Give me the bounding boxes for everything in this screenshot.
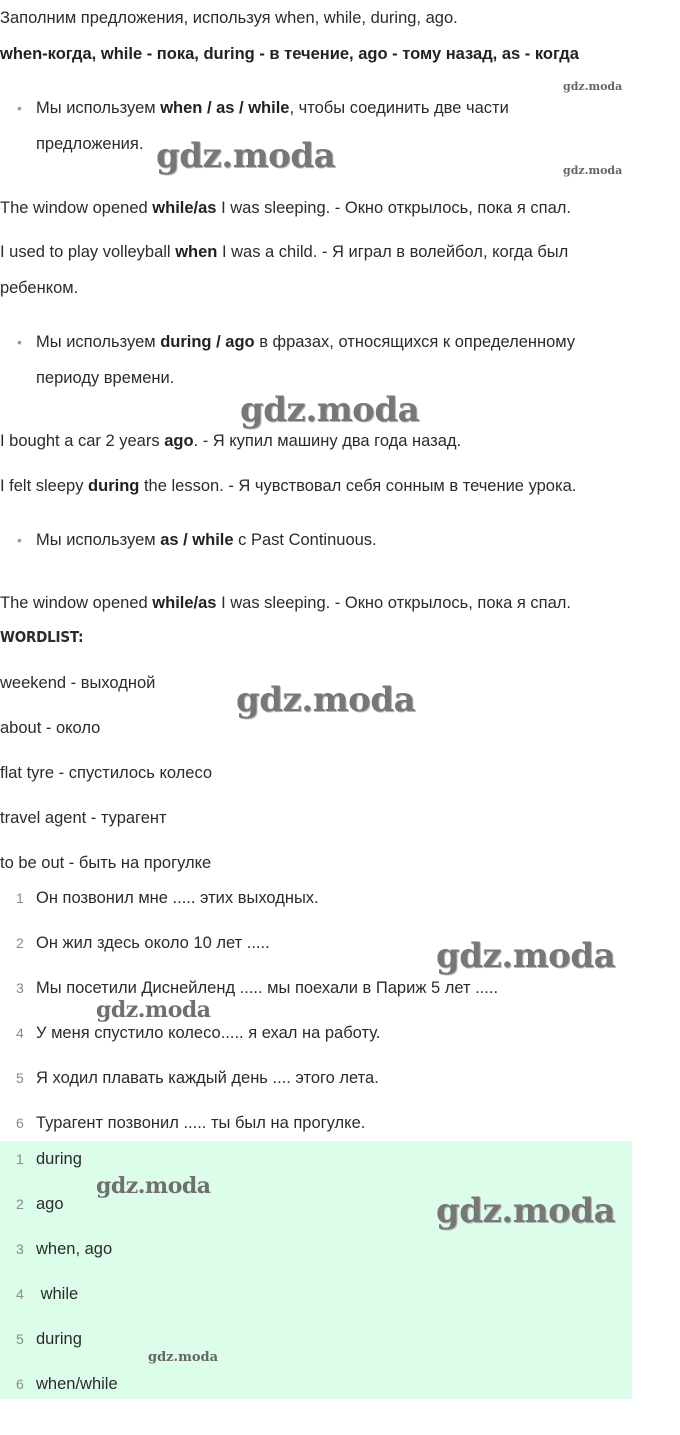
word-while: while xyxy=(100,45,143,63)
wordlist-item: flat tyre - спустилось колесо xyxy=(0,764,213,782)
rule-3 xyxy=(36,529,377,551)
task-number: 5 xyxy=(16,1070,24,1086)
task-item: Он жил здесь около 10 лет ..... xyxy=(36,934,270,952)
example-2-c: I was a child. - Я играл в волейбол, когда был xyxy=(217,243,569,261)
answer-number: 2 xyxy=(16,1196,24,1212)
word-during-tr: - в течение, xyxy=(254,45,359,63)
answer-number: 4 xyxy=(16,1286,24,1302)
word-ago-tr: - тому назад, xyxy=(387,45,502,63)
answer-item: when, ago xyxy=(36,1240,113,1258)
example-2-b: when xyxy=(175,243,218,261)
wordlist-heading: WORDLIST: xyxy=(0,628,84,646)
example-3-a: I bought a car 2 years xyxy=(0,432,165,450)
answer-number: 5 xyxy=(16,1331,24,1347)
watermark-logo: gdz.moda xyxy=(563,80,623,93)
rule-3-pre: Мы используем xyxy=(36,531,161,549)
rule-3-post: с Past Continuous. xyxy=(233,531,377,549)
example-5-b: while/as xyxy=(152,594,217,612)
rule-2-pre: Мы используем xyxy=(36,333,161,351)
task-item: Мы посетили Диснейленд ..... мы поехали в Париж 5 лет ..... xyxy=(36,979,499,997)
example-3-b: ago xyxy=(164,432,194,450)
wordlist-item: travel agent - турагент xyxy=(0,809,167,827)
answer-item: during xyxy=(36,1330,82,1348)
example-3 xyxy=(0,430,461,452)
task-number: 1 xyxy=(16,890,24,906)
rule-1-pre: Мы используем xyxy=(36,99,161,117)
example-3-c: . - Я купил машину два года назад. xyxy=(193,432,462,450)
rule-2-post: в фразах, относящихся к определенному xyxy=(254,333,576,351)
example-1-a: The window opened xyxy=(0,199,153,217)
word-when: when xyxy=(0,45,43,63)
example-5 xyxy=(0,592,571,614)
answer-number: 1 xyxy=(16,1151,24,1167)
task-number: 4 xyxy=(16,1025,24,1041)
task-item: Турагент позвонил ..... ты был на прогулке. xyxy=(36,1114,366,1132)
watermark-logo: gdz.moda xyxy=(563,164,623,177)
watermark-logo: gdz.moda xyxy=(436,1191,616,1231)
example-1 xyxy=(0,197,571,219)
wordlist-item: about - около xyxy=(0,719,101,737)
word-as-tr: - когда xyxy=(520,45,579,63)
task-item: Он позвонил мне ..... этих выходных. xyxy=(36,889,319,907)
word-ago: ago xyxy=(358,45,388,63)
example-5-a: The window opened xyxy=(0,594,153,612)
wordlist-item: weekend - выходной xyxy=(0,674,156,692)
rule-2-mid: / xyxy=(211,333,226,351)
word-while-tr: - пока, xyxy=(142,45,204,63)
rule-2-bold-1: during xyxy=(160,333,212,351)
wordlist-item: to be out - быть на прогулке xyxy=(0,854,212,872)
task-number: 6 xyxy=(16,1115,24,1131)
example-4-c: the lesson. - Я чувствовал себя сонным в течение урока. xyxy=(139,477,577,495)
example-4-a: I felt sleepy xyxy=(0,477,89,495)
rule-3-bold: as / while xyxy=(160,531,234,549)
answer-item: while xyxy=(36,1285,79,1303)
example-1-c: I was sleeping. - Окно открылось, пока я спал. xyxy=(216,199,571,217)
example-4 xyxy=(0,475,576,497)
example-5-c: I was sleeping. - Окно открылось, пока я спал. xyxy=(216,594,571,612)
word-during: during xyxy=(203,45,255,63)
bullet-icon: • xyxy=(17,532,22,548)
watermark-logo: gdz.moda xyxy=(240,390,420,430)
bullet-icon: • xyxy=(17,334,22,350)
rule-1-bold: when / as / while xyxy=(160,99,290,117)
answer-number: 3 xyxy=(16,1241,24,1257)
watermark-logo: gdz.moda xyxy=(96,1173,211,1199)
answer-item: when/while xyxy=(36,1375,118,1393)
answer-item: ago xyxy=(36,1195,64,1213)
watermark-logo: gdz.moda xyxy=(148,1350,219,1365)
bullet-icon: • xyxy=(17,100,22,116)
watermark-logo: gdz.moda xyxy=(156,136,336,176)
watermark-logo: gdz.moda xyxy=(96,997,211,1023)
rule-1-post: , чтобы соединить две части xyxy=(289,99,509,117)
task-number: 2 xyxy=(16,935,24,951)
example-2 xyxy=(0,241,568,263)
answer-number: 6 xyxy=(16,1376,24,1392)
answer-item: during xyxy=(36,1150,82,1168)
word-when-tr: -когда, xyxy=(42,45,101,63)
translations-line xyxy=(0,43,579,65)
task-item: У меня спустило колесо..... я ехал на работу. xyxy=(36,1024,381,1042)
rule-2 xyxy=(36,331,575,353)
example-2-cont: ребенком. xyxy=(0,279,79,297)
task-item: Я ходил плавать каждый день .... этого лета. xyxy=(36,1069,379,1087)
rule-2-bold-2: ago xyxy=(225,333,255,351)
watermark-logo: gdz.moda xyxy=(236,680,416,720)
answers-panel xyxy=(0,1141,632,1399)
rule-2-cont: периоду времени. xyxy=(36,369,175,387)
example-1-b: while/as xyxy=(152,199,217,217)
example-4-b: during xyxy=(88,477,140,495)
example-2-a: I used to play volleyball xyxy=(0,243,176,261)
word-as: as xyxy=(501,45,521,63)
intro-text: Заполним предложения, используя when, while, during, ago. xyxy=(0,9,458,27)
watermark-logo: gdz.moda xyxy=(436,936,616,976)
task-number: 3 xyxy=(16,980,24,996)
rule-1 xyxy=(36,97,509,119)
rule-1-cont: предложения. xyxy=(36,135,144,153)
